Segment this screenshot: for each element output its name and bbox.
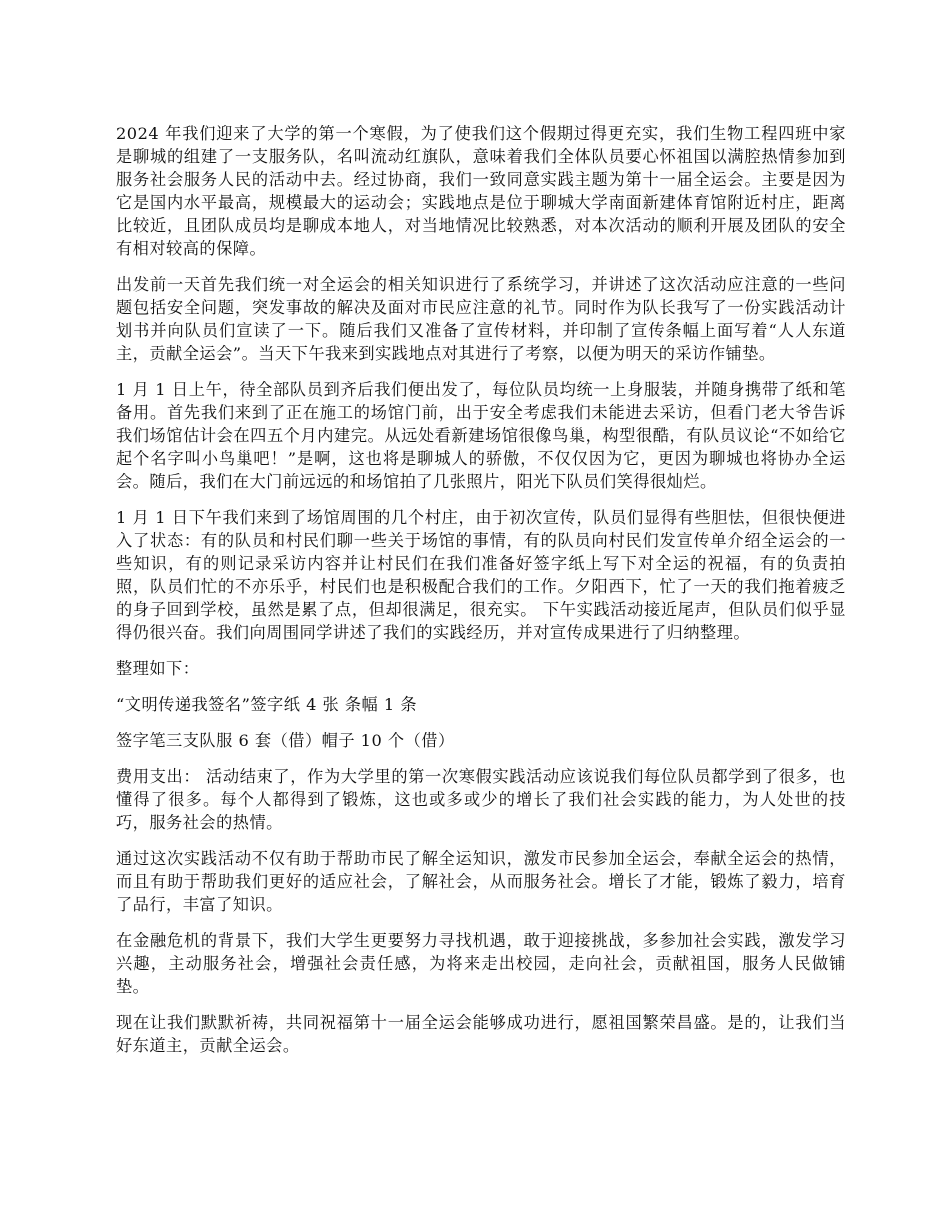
paragraph-afternoon-village: 1 月 1 日下午我们来到了场馆周围的几个村庄，由于初次宣传，队员们显得有些胆怯，但很快便进入了状态：有的队员和村民们聊一些关于场馆的事情，有的队员向村民们发宣传单介绍全运会的一些知识，有的则记录采访内容并让村民们在我们准备好签字纸上写下对全运的祝福，有的负责拍照，队员们忙的不亦乐乎，村民们也是积极配合我们的工作。夕阳西下，忙了一天的我们拖着疲乏的身子回到学校，虽然是累了点，但却很满足，很充实。 下午实践活动接近尾声，但队员们似乎显得仍很兴奋。我们向周围同学讲述了我们的实践经历，并对宣传成果进行了归纳整理。 [116, 508, 846, 642]
document-page [116, 122, 846, 1070]
paragraph-financial-crisis: 在金融危机的背景下，我们大学生更要努力寻找机遇，敢于迎接挑战，多参加社会实践，激发学习兴趣，主动服务社会，增强社会责任感，为将来走出校园，走向社会，贡献祖国，服务人民做铺垫。 [116, 931, 846, 996]
paragraph-expenses: 费用支出： 活动结束了，作为大学里的第一次寒假实践活动应该说我们每位队员都学到了很多，也懂得了很多。每个人都得到了锻炼，这也或多或少的增长了我们社会实践的能力，为人处世的技巧，服务社会的热情。 [116, 767, 846, 832]
paragraph-materials-list: “文明传递我签名”签字纸 4 张 条幅 1 条 [116, 695, 418, 714]
paragraph-benefits: 通过这次实践活动不仅有助于帮助市民了解全运知识，激发市民参加全运会，奉献全运会的热情，而且有助于帮助我们更好的适应社会，了解社会，从而服务社会。增长了才能，锻炼了毅力，培育了品行，丰富了知识。 [116, 849, 846, 914]
paragraph-morning-visit: 1 月 1 日上午，待全部队员到齐后我们便出发了，每位队员均统一上身服装，并随身携带了纸和笔备用。首先我们来到了正在施工的场馆门前，出于安全考虑我们未能进去采访，但看门老大爷告诉我们场馆估计会在四五个月内建完。从远处看新建场馆很像鸟巢，构型很酷，有队员议论“不如给它起个名字叫小鸟巢吧！”是啊，这也将是聊城人的骄傲，不仅仅因为它，更因为聊城也将协办全运会。随后，我们在大门前远远的和场馆拍了几张照片，阳光下队员们笑得很灿烂。 [116, 380, 846, 491]
paragraph-summary-heading: 整理如下： [116, 659, 200, 678]
paragraph-preparation: 出发前一天首先我们统一对全运会的相关知识进行了系统学习，并讲述了这次活动应注意的一些问题包括安全问题，突发事故的解决及面对市民应注意的礼节。同时作为队长我写了一份实践活动计划书并向队员们宣读了一下。随后我们又准备了宣传材料，并印制了宣传条幅上面写着“人人东道主，贡献全运会”。当天下午我来到实践地点对其进行了考察，以便为明天的采访作铺垫。 [116, 275, 846, 363]
paragraph-closing: 现在让我们默默祈祷，共同祝福第十一届全运会能够成功进行，愿祖国繁荣昌盛。是的，让我们当好东道主，贡献全运会。 [116, 1013, 846, 1055]
paragraph-equipment-list: 签字笔三支队服 6 套（借）帽子 10 个（借） [116, 731, 455, 750]
paragraph-intro: 2024 年我们迎来了大学的第一个寒假，为了使我们这个假期过得更充实，我们生物工程四班中家是聊城的组建了一支服务队，名叫流动红旗队，意味着我们全体队员要心怀祖国以满腔热情参加到服务社会服务人民的活动中去。经过协商，我们一致同意实践主题为第十一届全运会。主要是因为它是国内水平最高，规模最大的运动会；实践地点是位于聊城大学南面新建体育馆附近村庄，距离比较近，且团队成员均是聊成本地人，对当地情况比较熟悉，对本次活动的顺利开展及团队的安全有相对较高的保障。 [116, 124, 846, 258]
